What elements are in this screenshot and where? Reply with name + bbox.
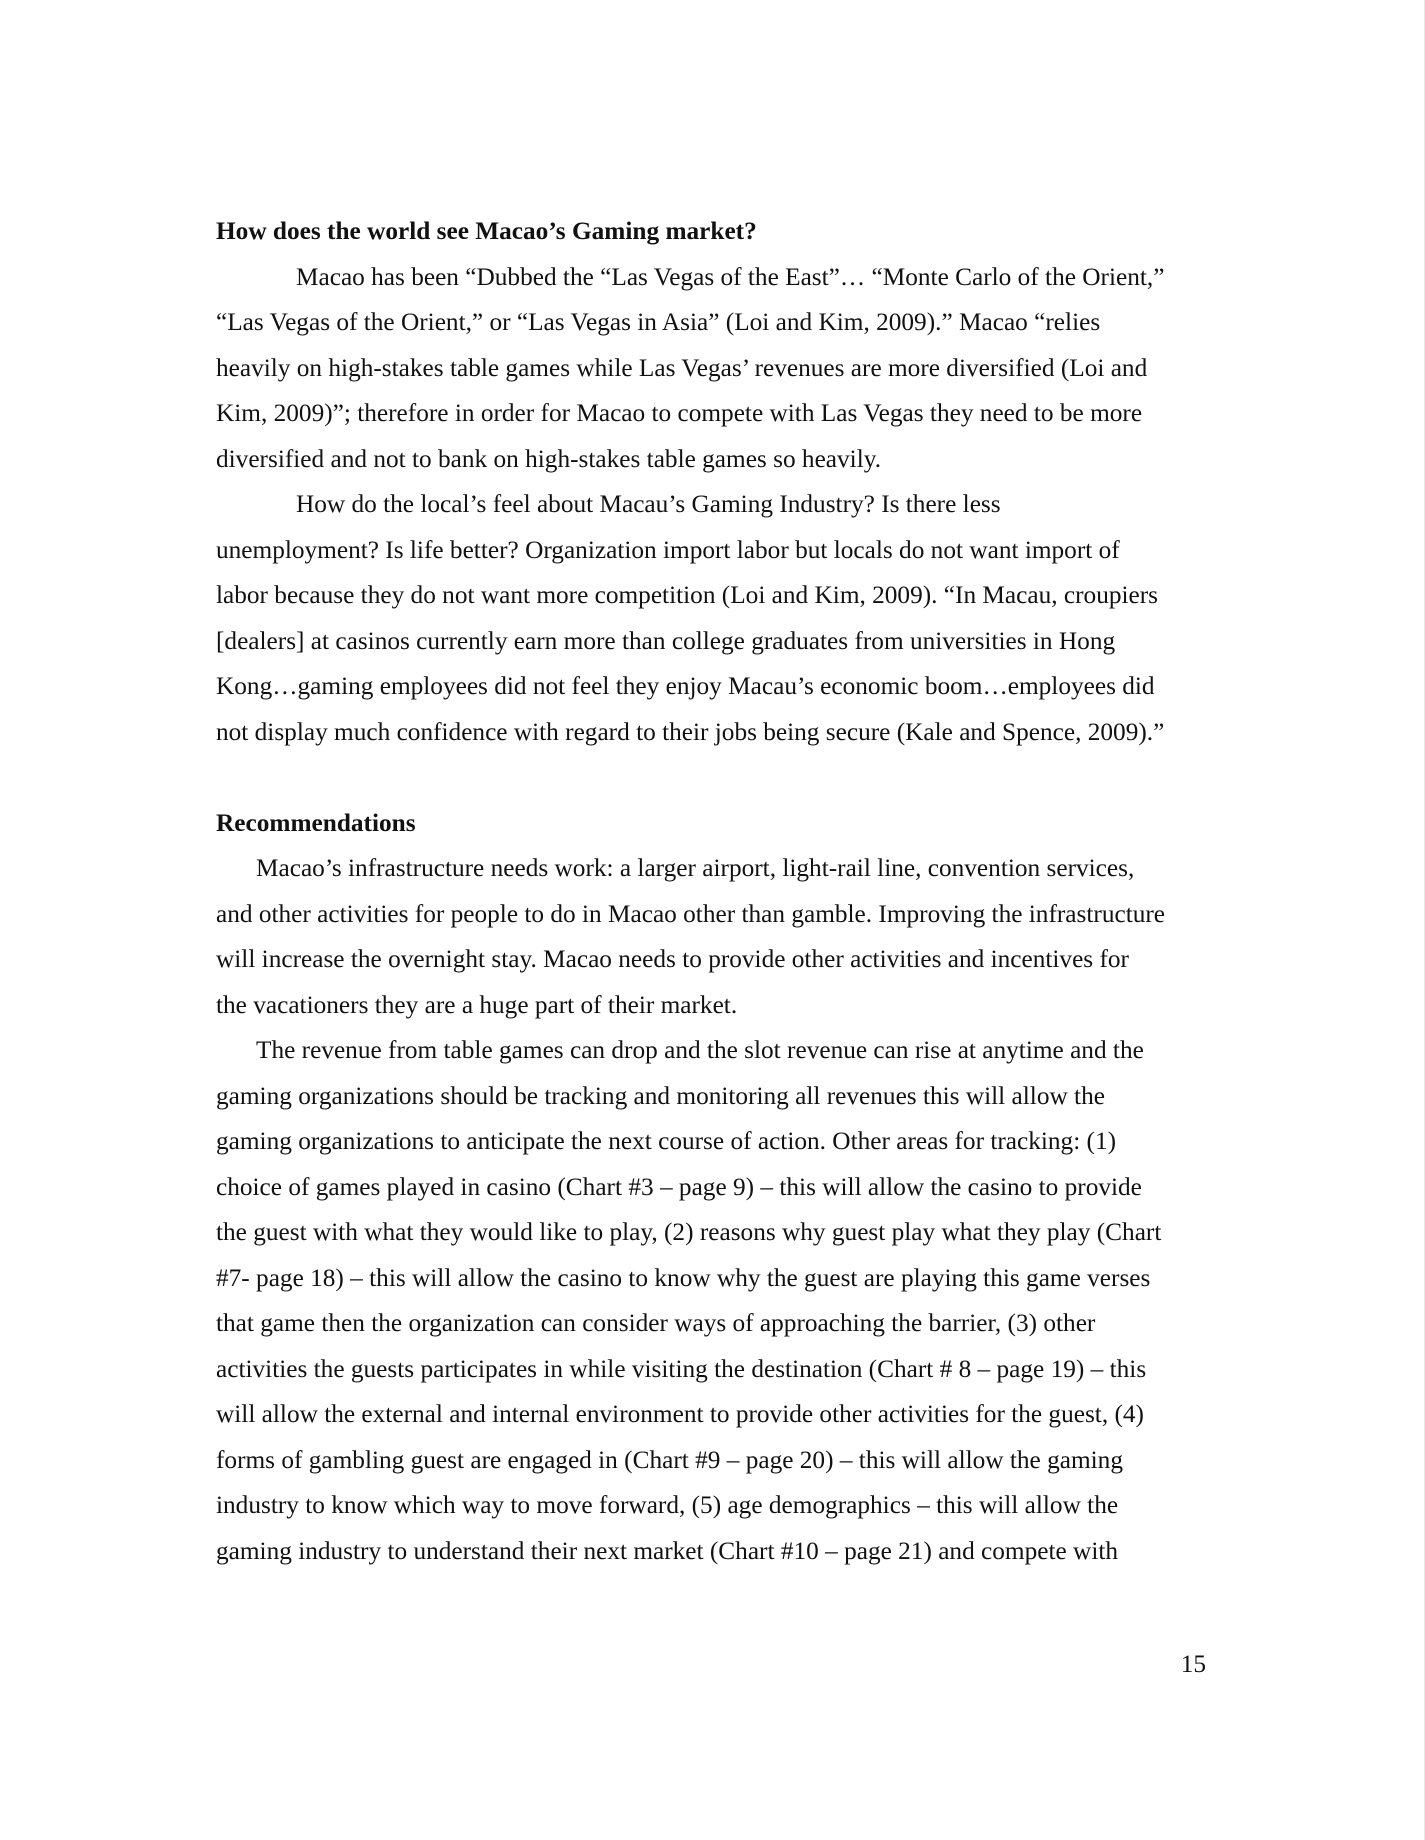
text-line: that game then the organization can consider ways of approaching the barrier, (3) other xyxy=(216,1309,1096,1337)
text-line: activities the guests participates in while visiting the destination (Chart # 8 – page 19) – this xyxy=(216,1354,1147,1383)
text-line: industry to know which way to move forward, (5) age demographics – this will allow the xyxy=(216,1491,1119,1519)
text-line: Kim, 2009)”; therefore in order for Macao to compete with Las Vegas they need to be more xyxy=(216,399,1143,427)
text-line: gaming organizations should be tracking and monitoring all revenues this will allow the xyxy=(216,1081,1105,1110)
text-line: forms of gambling guest are engaged in (Chart #9 – page 20) – this will allow the gaming xyxy=(216,1445,1123,1474)
paragraph-locals-feel xyxy=(216,482,1222,755)
text-line: will allow the external and internal environment to provide other activities for the guest, (4) xyxy=(216,1400,1144,1428)
paragraph-macao-dubbed xyxy=(216,255,1222,483)
text-line: the guest with what they would like to play, (2) reasons why guest play what they play (Chart xyxy=(216,1218,1162,1246)
text-line: gaming organizations to anticipate the next course of action. Other areas for tracking: (1) xyxy=(216,1127,1117,1155)
section-heading-recommendations: Recommendations xyxy=(216,808,416,837)
text-line: #7- page 18) – this will allow the casino to know why the guest are playing this game verses xyxy=(216,1263,1151,1292)
text-line: choice of games played in casino (Chart #3 – page 9) – this will allow the casino to provide xyxy=(216,1172,1142,1201)
text-line: Kong…gaming employees did not feel they enjoy Macau’s economic boom…employees did xyxy=(216,672,1155,700)
text-line: will increase the overnight stay. Macao needs to provide other activities and incentives for xyxy=(216,945,1129,973)
paragraph-infrastructure xyxy=(216,846,1222,1028)
text-line: [dealers] at casinos currently earn more than college graduates from universities in Hong xyxy=(216,626,1116,655)
text-line: the vacationers they are a huge part of their market. xyxy=(216,990,738,1019)
page-number: 15 xyxy=(1180,1650,1206,1678)
text-line: heavily on high-stakes table games while Las Vegas’ revenues are more diversified (Loi and xyxy=(216,353,1148,382)
text-line: not display much confidence with regard to their jobs being secure (Kale and Spence, 2009).” xyxy=(216,717,1165,746)
text-line: gaming industry to understand their next market (Chart #10 – page 21) and compete with xyxy=(216,1536,1119,1565)
text-line: “Las Vegas of the Orient,” or “Las Vegas in Asia” (Loi and Kim, 2009).” Macao “relies xyxy=(216,308,1101,336)
text-line: labor because they do not want more competition (Loi and Kim, 2009). “In Macau, croupiers xyxy=(216,581,1159,609)
text-line: How do the local’s feel about Macau’s Gaming Industry? Is there less xyxy=(296,490,1001,518)
paragraph-revenue-tracking xyxy=(216,1028,1222,1574)
text-line: Macao’s infrastructure needs work: a larger airport, light-rail line, convention services, xyxy=(256,854,1135,882)
text-line: Macao has been “Dubbed the “Las Vegas of the East”… “Monte Carlo of the Orient,” xyxy=(296,262,1165,291)
text-line: The revenue from table games can drop and the slot revenue can rise at anytime and the xyxy=(256,1036,1144,1064)
text-line: unemployment? Is life better? Organization import labor but locals do not want import of xyxy=(216,535,1120,564)
section-spacer xyxy=(216,755,1222,801)
text-line: and other activities for people to do in Macao other than gamble. Improving the infrastructure xyxy=(216,899,1166,928)
text-line: diversified and not to bank on high-stakes table games so heavily. xyxy=(216,444,882,473)
section-heading-world-view: How does the world see Macao’s Gaming market? xyxy=(216,217,757,245)
page-body xyxy=(216,209,1222,1574)
